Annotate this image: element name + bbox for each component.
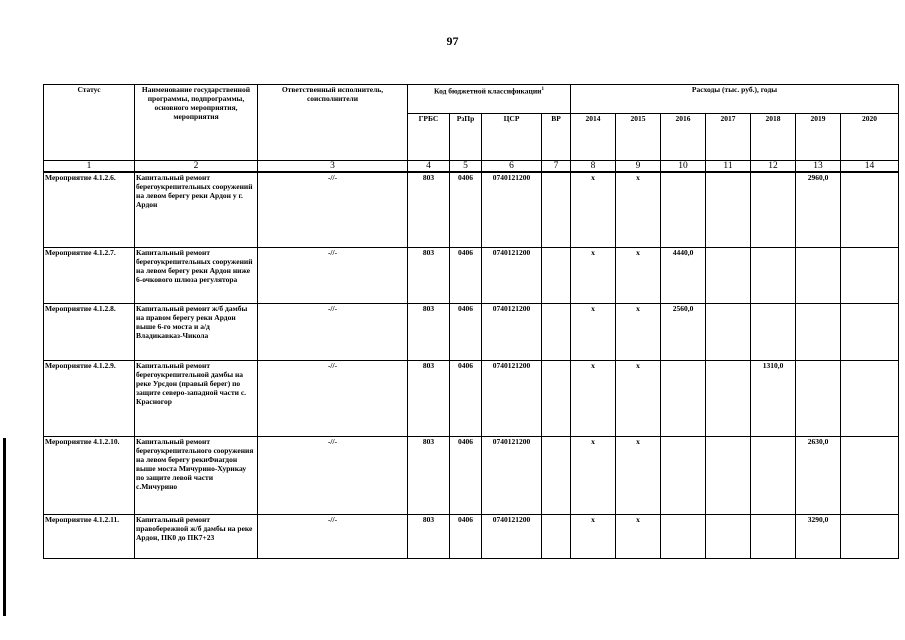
header-row-top (44, 85, 899, 114)
row-value-2017 (706, 514, 751, 558)
budget-table (43, 84, 899, 559)
row-status: Мероприятие 4.1.2.8. (44, 303, 135, 360)
row-executor: -//- (258, 247, 408, 303)
header-grbs: ГРБС (408, 114, 450, 161)
row-value-2019: 3290,0 (796, 514, 841, 558)
row-grbs: 803 (408, 514, 450, 558)
row-value-2020 (841, 247, 899, 303)
header-year-2017: 2017 (706, 114, 751, 161)
column-number: 6 (482, 161, 542, 173)
column-number: 13 (796, 161, 841, 173)
row-value-2018: 1310,0 (751, 360, 796, 436)
row-value-2015: х (616, 172, 661, 247)
header-year-2015: 2015 (616, 114, 661, 161)
row-value-2015: х (616, 514, 661, 558)
row-grbs: 803 (408, 247, 450, 303)
row-value-2016 (661, 514, 706, 558)
row-value-2014: х (571, 247, 616, 303)
row-value-2018 (751, 303, 796, 360)
header-year-2016: 2016 (661, 114, 706, 161)
row-name: Капитальный ремонт берегоукрепительного сооружения на левом берегу рекиФиагдон выше моста Мичурино-Хурикау по защите левой части с.Мичурино (135, 436, 258, 514)
row-value-2016: 2560,0 (661, 303, 706, 360)
row-name: Капитальный ремонт берегоукрепительной дамбы на реке Урсдон (правый берег) по защите северо-западной части с. Красногор (135, 360, 258, 436)
column-number: 8 (571, 161, 616, 173)
row-executor: -//- (258, 514, 408, 558)
row-status: Мероприятие 4.1.2.7. (44, 247, 135, 303)
row-vr (542, 247, 571, 303)
row-value-2019 (796, 247, 841, 303)
row-rzpr: 0406 (450, 514, 482, 558)
row-value-2020 (841, 303, 899, 360)
row-csr: 0740121200 (482, 514, 542, 558)
row-value-2017 (706, 247, 751, 303)
column-number: 14 (841, 161, 899, 173)
page-number: 97 (446, 34, 459, 48)
row-name: Капитальный ремонт берегоукрепительных сооружений на левом берегу реки Ардон ниже 6-очкового шлюза регулятора (135, 247, 258, 303)
row-csr: 0740121200 (482, 436, 542, 514)
row-value-2015: х (616, 360, 661, 436)
column-number: 12 (751, 161, 796, 173)
row-value-2019: 2960,0 (796, 172, 841, 247)
row-value-2017 (706, 360, 751, 436)
column-number: 5 (450, 161, 482, 173)
row-value-2018 (751, 436, 796, 514)
row-value-2016 (661, 172, 706, 247)
row-value-2016 (661, 436, 706, 514)
header-year-2018: 2018 (751, 114, 796, 161)
row-grbs: 803 (408, 172, 450, 247)
row-value-2018 (751, 247, 796, 303)
header-year-2020: 2020 (841, 114, 899, 161)
column-number: 2 (135, 161, 258, 173)
row-value-2017 (706, 303, 751, 360)
row-rzpr: 0406 (450, 436, 482, 514)
row-csr: 0740121200 (482, 360, 542, 436)
column-number: 7 (542, 161, 571, 173)
row-rzpr: 0406 (450, 172, 482, 247)
row-value-2016 (661, 360, 706, 436)
header-year-2019: 2019 (796, 114, 841, 161)
row-value-2014: х (571, 514, 616, 558)
row-value-2020 (841, 436, 899, 514)
row-grbs: 803 (408, 303, 450, 360)
column-number: 9 (616, 161, 661, 173)
row-vr (542, 436, 571, 514)
row-name: Капитальный ремонт правобережной ж/б дамбы на реке Ардон, ПК0 до ПК7+23 (135, 514, 258, 558)
header-kbk-footnote: 1 (541, 87, 544, 92)
row-value-2015: х (616, 247, 661, 303)
row-grbs: 803 (408, 360, 450, 436)
column-number: 4 (408, 161, 450, 173)
row-value-2019 (796, 360, 841, 436)
header-rzpr: РзПр (450, 114, 482, 161)
row-executor: -//- (258, 360, 408, 436)
table-row (44, 172, 899, 247)
header-expenses: Расходы (тыс. руб.), годы (571, 85, 899, 114)
column-number: 3 (258, 161, 408, 173)
table-row (44, 436, 899, 514)
header-kbk-label: Код бюджетной классификации (434, 86, 542, 96)
row-value-2018 (751, 514, 796, 558)
table-row (44, 247, 899, 303)
table-row (44, 303, 899, 360)
row-vr (542, 172, 571, 247)
column-number: 10 (661, 161, 706, 173)
row-status: Мероприятие 4.1.2.11. (44, 514, 135, 558)
row-rzpr: 0406 (450, 360, 482, 436)
column-number: 1 (44, 161, 135, 173)
row-value-2019 (796, 303, 841, 360)
row-value-2020 (841, 172, 899, 247)
header-status: Статус (44, 85, 135, 161)
row-value-2014: х (571, 436, 616, 514)
row-value-2020 (841, 360, 899, 436)
column-number-row (44, 161, 899, 173)
row-vr (542, 303, 571, 360)
row-vr (542, 514, 571, 558)
row-value-2015: х (616, 303, 661, 360)
row-rzpr: 0406 (450, 247, 482, 303)
column-number: 11 (706, 161, 751, 173)
header-vr: ВР (542, 114, 571, 161)
row-value-2017 (706, 172, 751, 247)
row-vr (542, 360, 571, 436)
row-executor: -//- (258, 436, 408, 514)
row-csr: 0740121200 (482, 172, 542, 247)
row-executor: -//- (258, 303, 408, 360)
row-name: Капитальный ремонт берегоукрепительных сооружений на левом берегу реки Ардон у г. Ардон (135, 172, 258, 247)
row-value-2019: 2630,0 (796, 436, 841, 514)
row-csr: 0740121200 (482, 247, 542, 303)
header-csr: ЦСР (482, 114, 542, 161)
row-value-2017 (706, 436, 751, 514)
header-executor: Ответственный исполнитель, соисполнители (258, 85, 408, 161)
row-value-2016: 4440,0 (661, 247, 706, 303)
row-status: Мероприятие 4.1.2.6. (44, 172, 135, 247)
scan-edge-bar (3, 438, 6, 616)
row-status: Мероприятие 4.1.2.9. (44, 360, 135, 436)
row-value-2015: х (616, 436, 661, 514)
row-rzpr: 0406 (450, 303, 482, 360)
row-value-2020 (841, 514, 899, 558)
header-kbk (408, 85, 571, 114)
row-name: Капитальный ремонт ж/б дамбы на правом берегу реки Ардон выше 6-го моста и а/д Владикавказ-Чикола (135, 303, 258, 360)
row-csr: 0740121200 (482, 303, 542, 360)
row-value-2018 (751, 172, 796, 247)
row-status: Мероприятие 4.1.2.10. (44, 436, 135, 514)
row-value-2014: х (571, 360, 616, 436)
table-row (44, 514, 899, 558)
table-row (44, 360, 899, 436)
header-year-2014: 2014 (571, 114, 616, 161)
row-grbs: 803 (408, 436, 450, 514)
row-executor: -//- (258, 172, 408, 247)
header-name: Наименование государственной программы, подпрограммы, основного мероприятия, мероприятия (135, 85, 258, 161)
row-value-2014: х (571, 172, 616, 247)
row-value-2014: х (571, 303, 616, 360)
